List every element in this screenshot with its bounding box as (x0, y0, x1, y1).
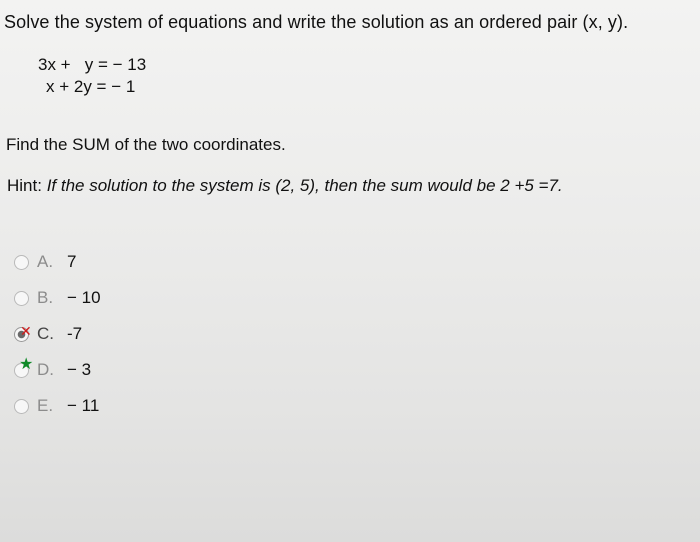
equation-2: x + 2y = − 1 (46, 77, 136, 96)
choice-b[interactable] (14, 280, 101, 316)
choice-value: -7 (67, 324, 83, 343)
choice-value: 7 (67, 252, 77, 271)
hint-label: Hint: (7, 176, 42, 195)
hint (7, 176, 563, 196)
incorrect-x-icon: ✕ (20, 322, 32, 339)
radio-button-icon[interactable] (14, 355, 34, 378)
hint-text: If the solution to the system is (2, 5), then the sum would be 2 +5 =7. (46, 176, 563, 195)
choice-value: − 3 (67, 360, 92, 379)
choice-value: − 10 (67, 288, 101, 307)
choice-letter: E. (37, 396, 54, 415)
radio-button-icon[interactable] (14, 399, 29, 414)
equation-system (38, 54, 146, 98)
equation-1: 3x + y = − 13 (38, 55, 147, 74)
choice-c[interactable] (14, 316, 101, 352)
radio-button-icon[interactable] (14, 291, 29, 306)
choice-letter: C. (37, 324, 54, 343)
question-text: Solve the system of equations and write the solution as an ordered pair (x, y). (4, 12, 629, 32)
answer-choices (14, 244, 101, 424)
choice-letter: A. (37, 252, 54, 271)
radio-button-selected-icon[interactable] (14, 322, 32, 342)
instruction-text: Find the SUM of the two coordinates. (6, 135, 286, 154)
choice-e[interactable] (14, 388, 101, 424)
choice-a[interactable] (14, 244, 101, 280)
choice-letter: B. (37, 288, 54, 307)
radio-button-icon[interactable] (14, 255, 29, 270)
choice-letter: D. (37, 360, 54, 379)
choice-d[interactable] (14, 352, 101, 388)
correct-star-icon: ★ (19, 355, 34, 373)
choice-value: − 11 (67, 396, 100, 415)
